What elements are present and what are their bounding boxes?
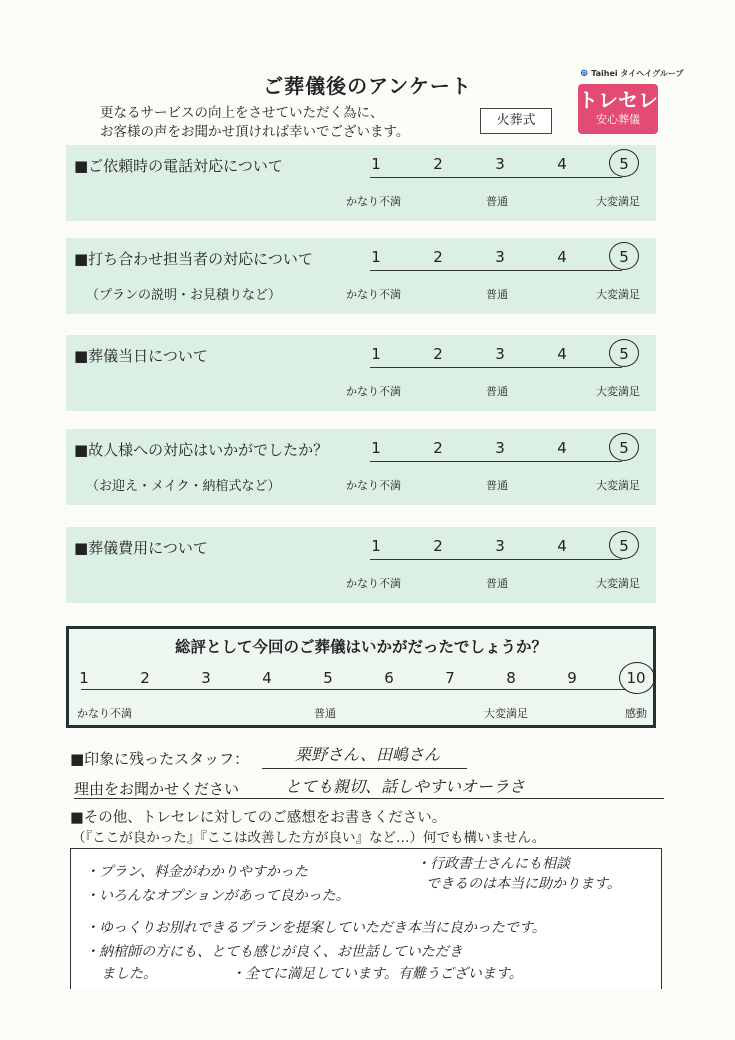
survey-title: ご葬儀後のアンケート [263,74,472,98]
label-low: かなり不満 [346,385,401,398]
scale-number: 2 [433,248,443,266]
question-3 [66,335,656,411]
scale-number: 1 [371,155,381,173]
intro-text [100,104,409,142]
label-low: かなり不満 [346,195,401,208]
comments-prompt-1: ■その他、トレセレに対してのご感想をお書きください。 [70,810,447,826]
intro-line-2: お客様の声をお聞かせ頂ければ幸いでございます。 [100,124,410,140]
overall-number: 8 [506,669,516,687]
overall-number: 9 [567,669,577,687]
selected-overall-circle[interactable] [619,662,655,694]
overall-label-mid: 普通 [314,707,336,720]
overall-label-top: 感動 [625,707,647,720]
overall-number: 4 [262,669,272,687]
scale-number: 2 [433,537,443,555]
scale-number: 3 [495,155,505,173]
scale-number: 4 [557,345,567,363]
comment-line: ・行政書士さんにも相談 [416,856,570,872]
scale-number: 2 [433,345,443,363]
scale-number: 3 [495,439,505,457]
label-low: かなり不満 [346,479,401,492]
comments-box[interactable] [70,848,662,989]
question-label: ■葬儀当日について [74,347,208,365]
scale-number: 4 [557,248,567,266]
comment-line: ・ゆっくりお別れできるプランを提案していただき本当に良かったです。 [85,920,546,936]
scale-number: 1 [371,345,381,363]
selected-rating-circle[interactable] [609,242,639,270]
question-label: ■葬儀費用について [74,539,208,557]
scale-number: 5 [619,345,629,363]
label-high: 大変満足 [596,195,640,208]
comment-line: ・納棺師の方にも、とても感じが良く、お世話していただき [85,944,463,960]
brand-logo [578,84,658,134]
label-high: 大変満足 [596,577,640,590]
intro-line-1: 更なるサービスの向上をさせていただく為に、 [100,105,384,121]
scale-number: 2 [433,439,443,457]
selected-rating-circle[interactable] [609,149,639,177]
scale-number: 3 [495,248,505,266]
label-mid: 普通 [486,195,508,208]
label-low: かなり不満 [346,288,401,301]
scale-number: 4 [557,155,567,173]
label-high: 大変満足 [596,288,640,301]
scale-number: 1 [371,248,381,266]
question-1 [66,145,656,221]
scale-number: 4 [557,537,567,555]
overall-rating-box [66,626,656,728]
label-mid: 普通 [486,288,508,301]
scale-number: 5 [619,248,629,266]
overall-label-low: かなり不満 [77,707,132,720]
brand-name: トレセレ [578,88,658,112]
comment-line: ・いろんなオプションがあって良かった。 [85,888,350,904]
question-label: ■打ち合わせ担当者の対応について [74,250,313,268]
comment-line: できるのは本当に助かります。 [426,876,621,892]
question-2 [66,238,656,314]
overall-question: 総評として今回のご葬儀はいかがだったでしょうか？ [174,638,547,656]
reason-answer[interactable]: とても親切、話しやすいオーラさ [285,777,526,796]
question-subtext: （プランの説明・お見積りなど） [86,288,282,303]
group-logo [580,68,683,79]
question-label: ■ご依頼時の電話対応について [74,157,283,175]
overall-number: 6 [384,669,394,687]
taihei-logo-icon: ⊕ [580,68,589,79]
selected-rating-circle[interactable] [609,339,639,367]
brand-tagline: 安心葬儀 [596,113,640,126]
scale-number: 3 [495,537,505,555]
comment-line: ・プラン、料金がわかりやすかった [85,864,308,880]
label-mid: 普通 [486,385,508,398]
overall-label-high: 大変満足 [484,707,528,720]
comments-prompt-2: （『ここが良かった』『ここは改善した方が良い』など…）何でも構いません。 [72,830,546,846]
question-label: ■故人様への対応はいかがでしたか？ [74,441,329,459]
question-4 [66,429,656,505]
overall-number: 2 [140,669,150,687]
scale-number: 4 [557,439,567,457]
overall-number: 5 [323,669,333,687]
ceremony-type-box: 火葬式 [480,108,552,134]
scale-number: 5 [619,537,629,555]
comment-line: ・全てに満足しています。有難うございます。 [231,966,523,982]
comment-line: ました。 [101,966,157,982]
scale-number: 1 [371,439,381,457]
scale-number: 5 [619,439,629,457]
selected-rating-circle[interactable] [609,433,639,461]
overall-number: 7 [445,669,455,687]
staff-answer[interactable]: 栗野さん、田嶋さん [295,745,440,764]
label-mid: 普通 [486,577,508,590]
group-name: Taihei タイヘイグループ [591,69,684,78]
scale-number: 5 [619,155,629,173]
label-mid: 普通 [486,479,508,492]
question-subtext: （お迎え・メイク・納棺式など） [86,479,281,494]
label-low: かなり不満 [346,577,401,590]
staff-label: ■印象に残ったスタッフ： [70,750,250,768]
overall-number: 3 [201,669,211,687]
question-5 [66,527,656,603]
scale-number: 2 [433,155,443,173]
reason-label: 理由をお聞かせください [74,780,240,798]
selected-rating-circle[interactable] [609,531,639,559]
overall-number: 10 [626,669,646,687]
label-high: 大変満足 [596,385,640,398]
scale-number: 1 [371,537,381,555]
scale-number: 3 [495,345,505,363]
label-high: 大変満足 [596,479,640,492]
overall-number: 1 [79,669,89,687]
